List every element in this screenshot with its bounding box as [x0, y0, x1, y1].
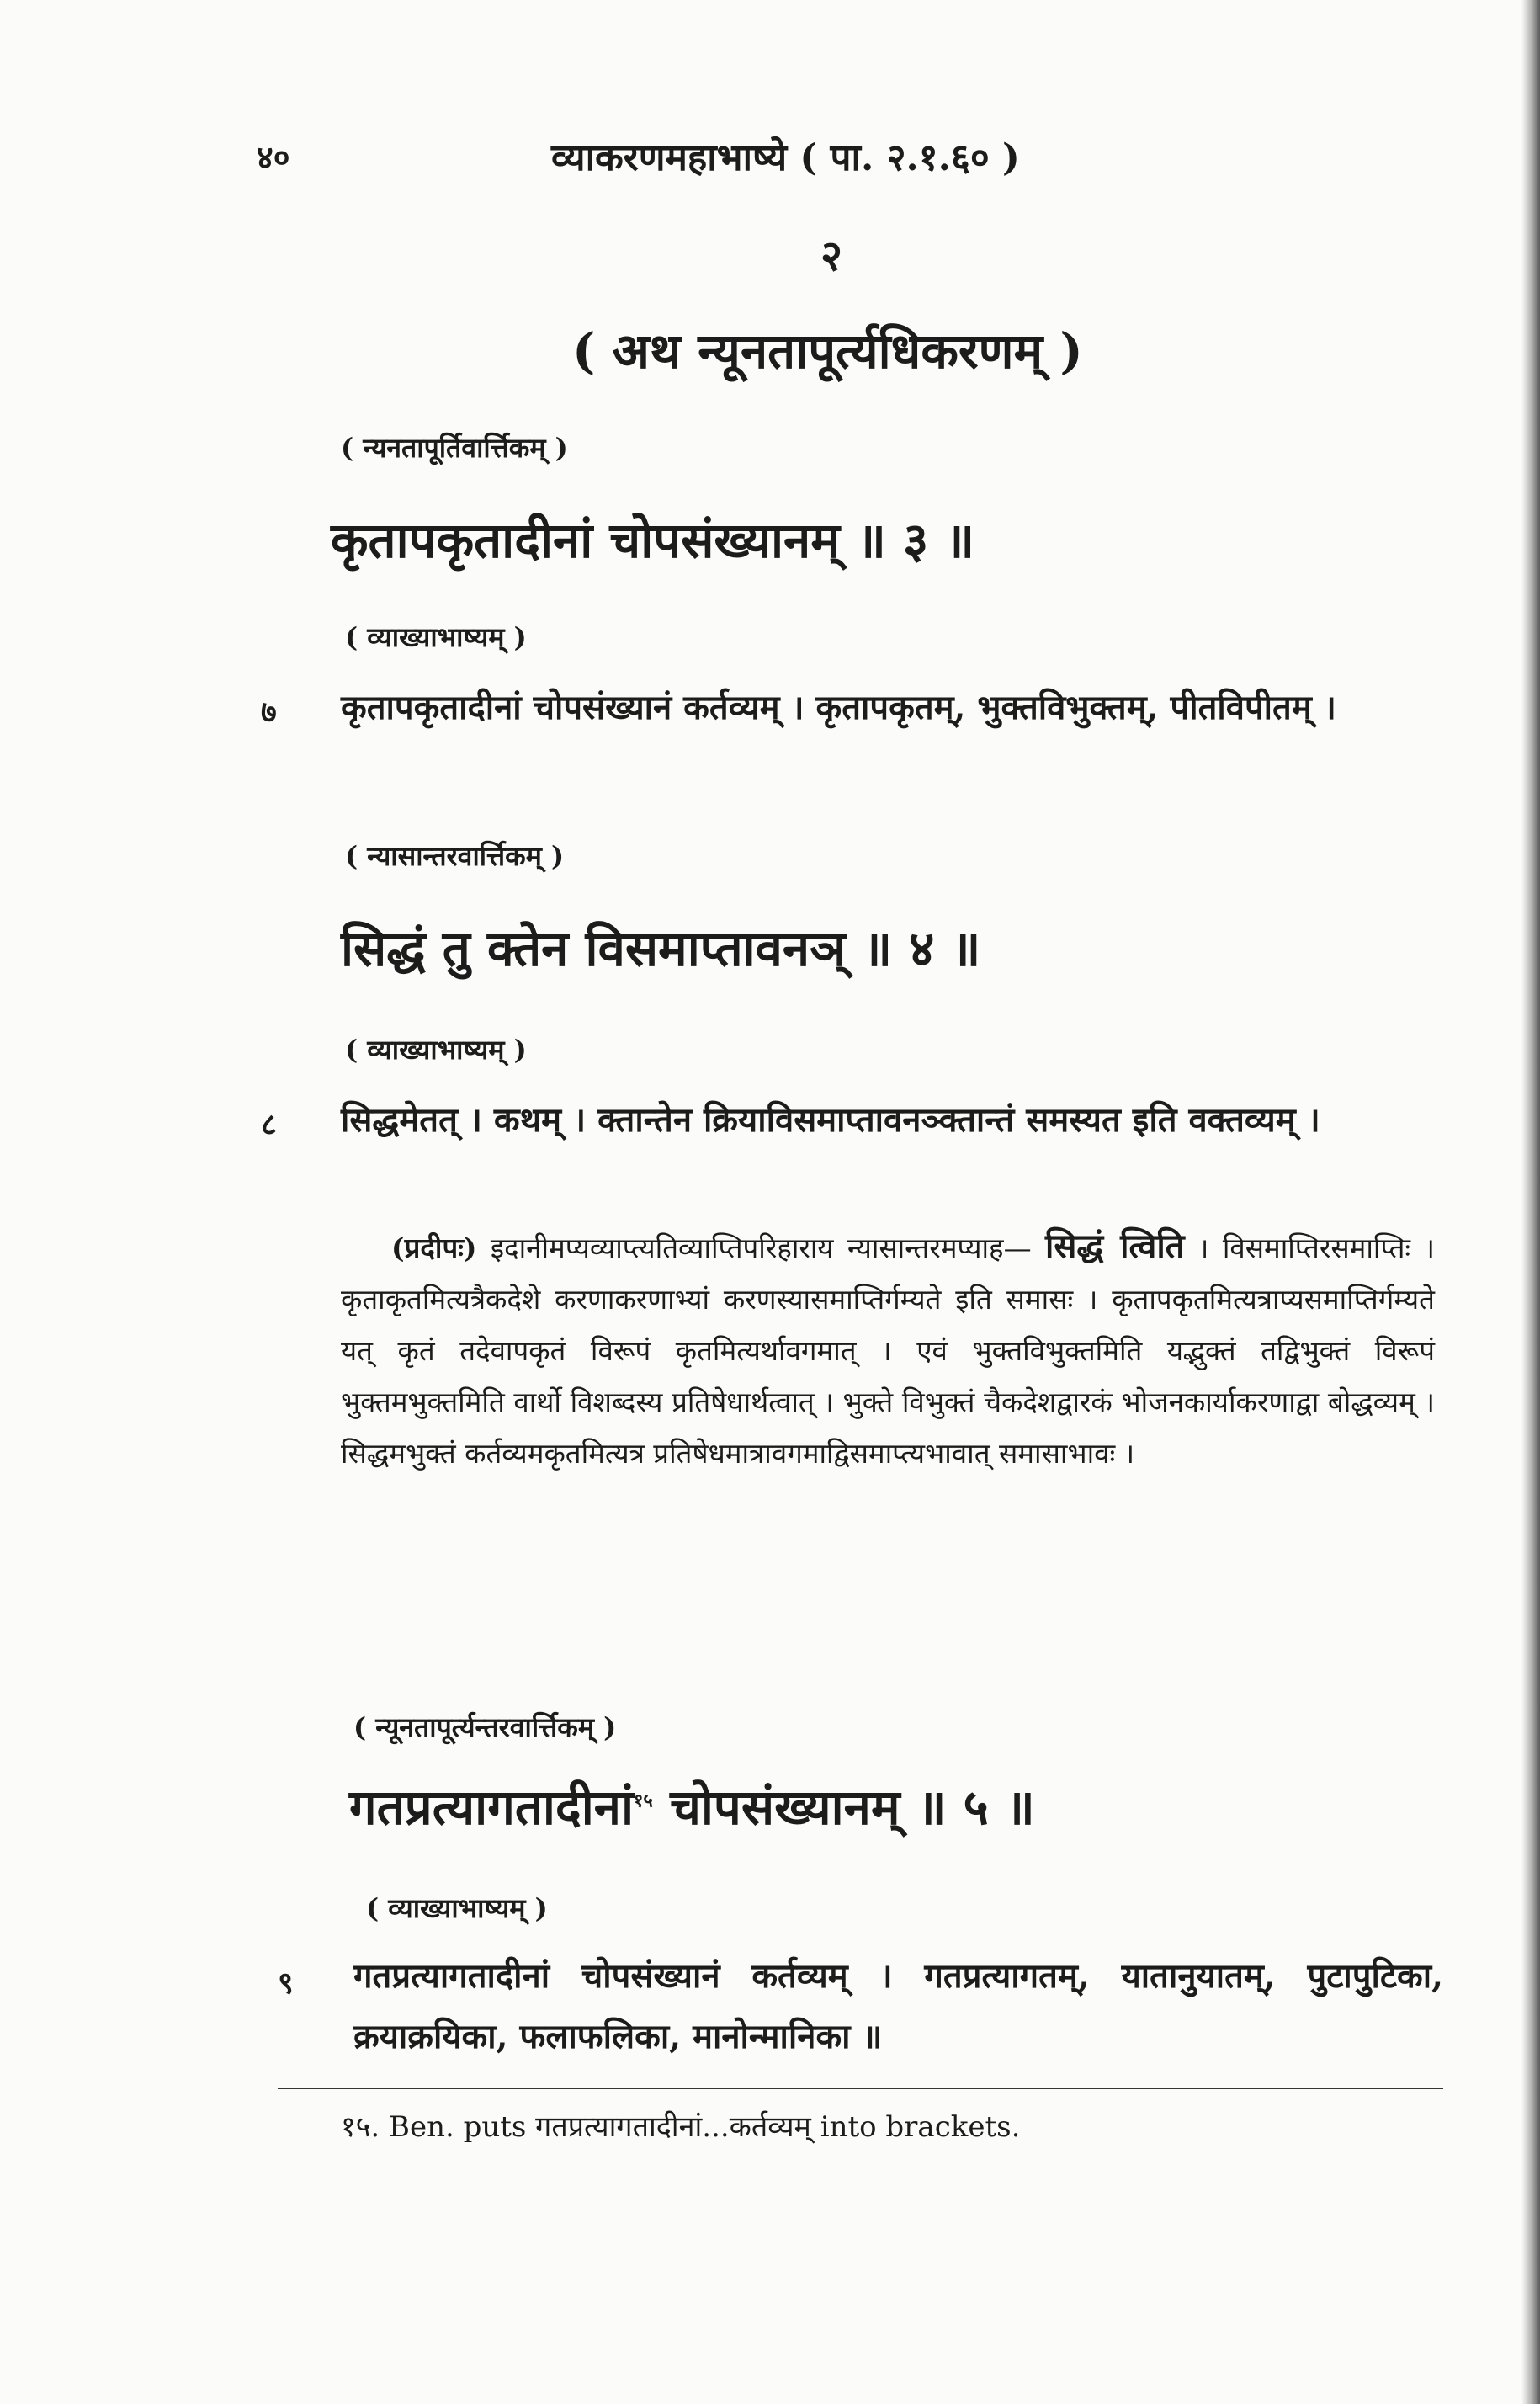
paragraph-number-8: ८: [261, 1107, 277, 1142]
nyasantara-label: ( न्यासान्तरवार्त्तिकम् ): [345, 840, 565, 872]
paragraph-number-9: ९: [278, 1965, 294, 2001]
paragraph-7: कृतापकृतादीनां चोपसंख्यानं कर्तव्यम् । कृतापकृतम्, भुक्तविभुक्तम्, पीतविपीतम् ।: [341, 688, 1336, 727]
sutra-3: कृतापकृतादीनां चोपसंख्यानम् ॥ ३ ॥: [331, 512, 975, 569]
pradipa-text: । विसमाप्तिरसमाप्तिः । कृताकृतमित्यत्रैकदेशे करणाकरणाभ्यां करणस्यासमाप्तिर्गम्यते इति समासः । कृतापकृतमित्यत्राप्यसमाप्तिर्गम्यते यत् कृतं तदेवापकृतं विरूपं कृतमित्यर्थावगमात् । एवं भुक्तविभुक्तमिति यद्भुक्तं तद्विभुक्तं विरूपं भुक्तमभुक्तमिति वार्थो विशब्दस्य प्रतिषेधार्थत्वात् । भुक्ते विभुक्तं चैकदेशद्वारकं भोजनकार्याकरणाद्वा बोद्धव्यम् । सिद्धमभुक्तं कर्तव्यमकृतमित्यत्र प्रतिषेधमात्रावगमाद्विसमाप्त्यभावात् समासाभावः ।: [341, 1231, 1435, 1470]
vartika-label: ( न्यनतापूर्तिवार्त्तिकम् ): [341, 432, 568, 464]
bhashya-label: ( व्याख्याभाष्यम् ): [345, 1034, 527, 1066]
footnote-rule: [278, 2088, 1443, 2089]
footnote: १५. Ben. puts गतप्रत्यागतादीनां...कर्तव्यम् into brackets.: [341, 2110, 1021, 2144]
pradipa-quote: सिद्धं त्विति: [1044, 1226, 1185, 1266]
section-title: ( अथ न्यूनतापूर्त्यधिकरणम् ): [572, 322, 1083, 380]
sutra-5-part-b: चोपसंख्यानम् ॥ ५ ॥: [670, 1779, 1035, 1836]
paragraph-number-7: ७: [261, 694, 277, 730]
bhashya-label: ( व्याख्याभाष्यम् ): [366, 1892, 548, 1924]
footnote-marker: १५: [633, 1790, 653, 1812]
sutra-4: सिद्धं तु क्तेन विसमाप्तावनञ् ॥ ४ ॥: [341, 920, 981, 977]
pradipa-label: (प्रदीपः): [391, 1231, 477, 1264]
page-number: ४०: [257, 138, 290, 176]
pradipa-commentary: [341, 1221, 1435, 1479]
sutra-5-part-a: गतप्रत्यागतादीनां: [349, 1779, 634, 1836]
running-title: व्याकरणमहाभाष्ये ( पा. २.१.६० ): [551, 136, 1020, 179]
paragraph-9: गतप्रत्यागतादीनां चोपसंख्यानं कर्तव्यम् । गतप्रत्यागतम्, यातानुयातम्, पुटापुटिका, क्रयाक्रयिका, फलाफलिका, मानोन्मानिका ॥: [353, 1956, 1443, 2056]
section-number: २: [820, 231, 842, 280]
page-edge-shadow: [1521, 0, 1540, 2404]
vartika-label: ( न्यूनतापूर्त्यन्तरवार्त्तिकम् ): [353, 1711, 617, 1743]
paragraph-8: सिद्धमेतत् । कथम् । क्तान्तेन क्रियाविसमाप्तावनञ्क्तान्तं समस्यत इति वक्तव्यम् ।: [341, 1100, 1320, 1140]
bhashya-label: ( व्याख्याभाष्यम् ): [345, 621, 527, 653]
sutra-5: [349, 1772, 1035, 1838]
pradipa-lead: इदानीमप्यव्याप्त्यतिव्याप्तिपरिहाराय न्यासान्तरमप्याह—: [490, 1231, 1032, 1264]
